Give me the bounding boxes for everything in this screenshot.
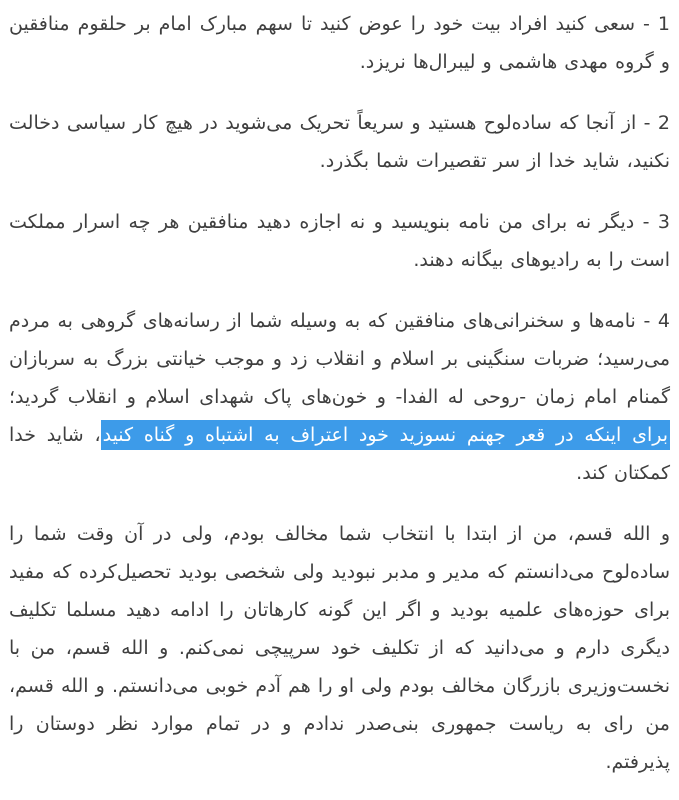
paragraph-1: 1 - سعی کنید افراد بیت خود را عوض کنید تا سهم مبارک امام بر حلقوم منافقین و گروه مهدی هاشمی و لیبرال‌ها نریزد. — [9, 13, 670, 73]
paragraph-5: و الله قسم، من از ابتدا با انتخاب شما مخالف بودم، ولی در آن وقت شما را ساده‌لوح می‌دانستم که مدیر و مدبر نبودید ولی شخصی بودید تحصیل‌کرده که مفید برای حوزه‌های علمیه بودید و اگر این گونه کارهاتان را ادامه دهید مسلما تکلیف دیگری دارم و می‌دانید که از تکلیف خود سرپیچی نمی‌کنم. و الله قسم، من با نخست‌وزیری بازرگان مخالف بودم ولی او را هم آدم خوبی می‌دانستم. و الله قسم، من رای به ریاست جمهوری بنی‌صدر ندادم و در تمام موارد نظر دوستان را پذیرفتم. — [9, 523, 670, 773]
paragraph-4-after-highlight: ، شاید خدا کمکتان کند. — [9, 424, 670, 484]
paragraph-4 — [9, 302, 670, 492]
paragraph-3: 3 - دیگر نه برای من نامه بنویسید و نه اجازه دهید منافقین هر چه اسرار مملکت است را به رادیوهای بیگانه دهند. — [9, 211, 670, 271]
paragraph-4-before-highlight: 4 - نامه‌ها و سخنرانی‌های منافقین که به وسیله شما از رسانه‌های گروهی به مردم می‌رسید؛ ضربات سنگینی بر اسلام و انقلاب زد و موجب خیانتی بزرگ به سربازان گمنام امام زمان -روحی له الفدا- و خون‌های پاک شهدای اسلام و انقلاب گردید؛ — [9, 310, 670, 408]
highlighted-text: برای اینکه در قعر جهنم نسوزید خود اعتراف به اشتباه و گناه کنید — [101, 420, 670, 450]
paragraph-2: 2 - از آنجا که ساده‌لوح هستید و سریعاً تحریک می‌شوید در هیچ کار سیاسی دخالت نکنید، شاید خدا از سر تقصیرات شما بگذرد. — [9, 112, 670, 172]
letter-text-document — [9, 5, 670, 781]
